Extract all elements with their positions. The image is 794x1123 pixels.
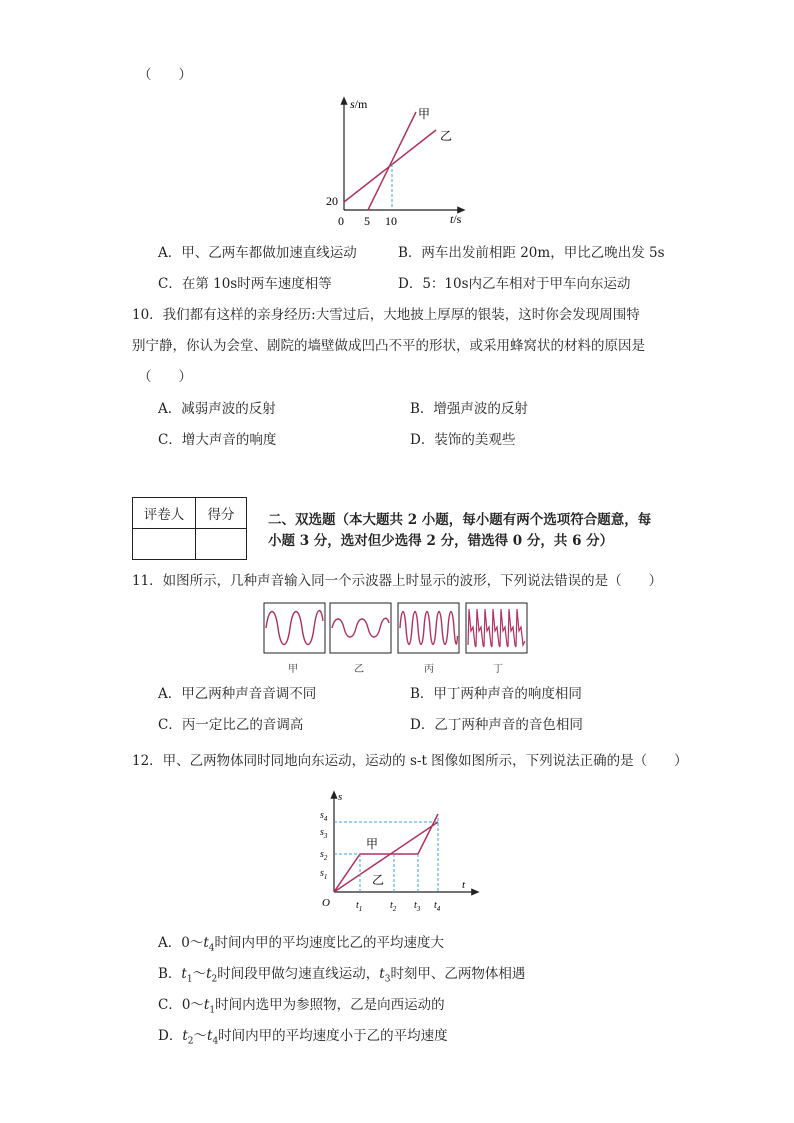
- q12-origin: O: [322, 897, 330, 909]
- q12-x-tick-t2: $t_2$: [390, 900, 397, 913]
- q12-option-a[interactable]: A．$0\sim t_4$时间内甲的平均速度比乙的平均速度大: [158, 935, 445, 954]
- q10-stem-line2: 别宁静，你认为会堂、剧院的墙壁做成凹凸不平的形状，或采用蜂窝状的材料的原因是: [132, 338, 645, 354]
- score-table-reviewer-header: 评卷人: [133, 498, 196, 529]
- wave-bing: [400, 612, 458, 645]
- q10-stem-line1: 10．我们都有这样的亲身经历:大雪过后，大地披上厚厚的银装，这时你会发现周围特: [132, 307, 640, 323]
- q9-option-a[interactable]: A．甲、乙两车都做加速直线运动: [158, 245, 357, 261]
- q10-paren: （ ）: [138, 369, 192, 385]
- q12-x-label: t: [462, 879, 466, 891]
- score-table-score-header: 得分: [196, 498, 247, 529]
- q11-option-d[interactable]: D．乙丁两种声音的音色相同: [410, 717, 583, 733]
- q9-option-c[interactable]: C．在第 10s时两车速度相等: [158, 276, 332, 292]
- q9-x-tick-5: 5: [364, 214, 370, 228]
- wave-box-bing: [398, 603, 459, 653]
- score-table-score-cell[interactable]: [196, 529, 247, 560]
- q12-x-tick-t4: $t_4$: [434, 900, 441, 913]
- score-table-reviewer-cell[interactable]: [133, 529, 196, 560]
- q12-line-yi: [334, 822, 438, 892]
- q12-y-tick-s3: $s_3$: [320, 827, 328, 840]
- q9-label-jia: 甲: [418, 107, 431, 121]
- wave-box-yi: [330, 603, 391, 653]
- q11-stem: 11．如图所示，几种声音输入同一个示波器上时显示的波形，下列说法错误的是（ ）: [132, 573, 663, 589]
- q11-option-a[interactable]: A．甲乙两种声音音调不同: [158, 686, 317, 702]
- q12-y-tick-s4: $s_4$: [320, 810, 328, 823]
- q11-waveforms: [263, 601, 533, 657]
- wave-label-yi: 乙: [354, 664, 364, 675]
- q12-label-yi: 乙: [372, 873, 385, 887]
- wave-label-bing: 丙: [424, 664, 434, 675]
- q12-x-tick-t1: $t_1$: [356, 900, 363, 913]
- wave-box-jia: [264, 603, 325, 653]
- q12-x-tick-t3: $t_3$: [414, 900, 421, 913]
- q9-st-graph: [318, 92, 478, 232]
- q12-option-d[interactable]: D．$t_2\sim t_4$时间内甲的平均速度小于乙的平均速度: [158, 1028, 448, 1047]
- q9-y-tick-20: 20: [326, 194, 338, 208]
- q9-y-label: s/m: [350, 97, 368, 111]
- wave-label-ding: 丁: [493, 664, 503, 675]
- q12-y-tick-s2: $s_2$: [320, 849, 328, 862]
- q9-x-tick-10: 10: [385, 214, 397, 228]
- section2-heading-line2: 小题 3 分，选对但少选得 2 分，错选得 0 分，共 6 分）: [268, 533, 614, 549]
- q9-label-yi: 乙: [440, 129, 453, 143]
- q9-origin: 0: [338, 214, 344, 228]
- q9-option-d[interactable]: D．5：10s内乙车相对于甲车向东运动: [398, 276, 631, 292]
- q12-y-label: s: [338, 791, 343, 803]
- q10-option-b[interactable]: B．增强声波的反射: [410, 401, 528, 417]
- q9-option-b[interactable]: B．两车出发前相距 20m，甲比乙晚出发 5s: [398, 245, 665, 261]
- q12-option-b[interactable]: B．$t_1\sim t_2$时间段甲做匀速直线运动，$t_3$时刻甲、乙两物体相遇: [158, 966, 526, 985]
- wave-jia: [266, 611, 323, 645]
- section2-heading-line1: 二、双选题（本大题共 2 小题，每小题有两个选项符合题意，每: [268, 512, 652, 528]
- wave-label-jia: 甲: [288, 664, 298, 675]
- q11-option-c[interactable]: C．丙一定比乙的音调高: [158, 717, 304, 733]
- wave-ding: [468, 609, 525, 647]
- q12-label-jia: 甲: [366, 837, 379, 851]
- wave-yi: [332, 618, 389, 637]
- score-table: [132, 497, 247, 560]
- q9-x-label: t/s: [450, 212, 462, 226]
- q12-option-c[interactable]: C．$0\sim t_1$时间内选甲为参照物，乙是向西运动的: [158, 997, 445, 1016]
- q10-option-c[interactable]: C．增大声音的响度: [158, 432, 277, 448]
- q11-option-b[interactable]: B．甲丁两种声音的响度相同: [410, 686, 582, 702]
- q10-option-a[interactable]: A．减弱声波的反射: [158, 401, 276, 417]
- q12-stem: 12．甲、乙两物体同时同地向东运动，运动的 s-t 图像如图所示，下列说法正确的是（ ）: [132, 753, 688, 769]
- q12-st-graph: [310, 786, 485, 916]
- q12-y-tick-s1: $s_1$: [320, 868, 328, 881]
- q10-option-d[interactable]: D．装饰的美观些: [410, 432, 516, 448]
- question-9-paren: （ ）: [138, 67, 192, 83]
- q12-line-jia: [334, 814, 438, 892]
